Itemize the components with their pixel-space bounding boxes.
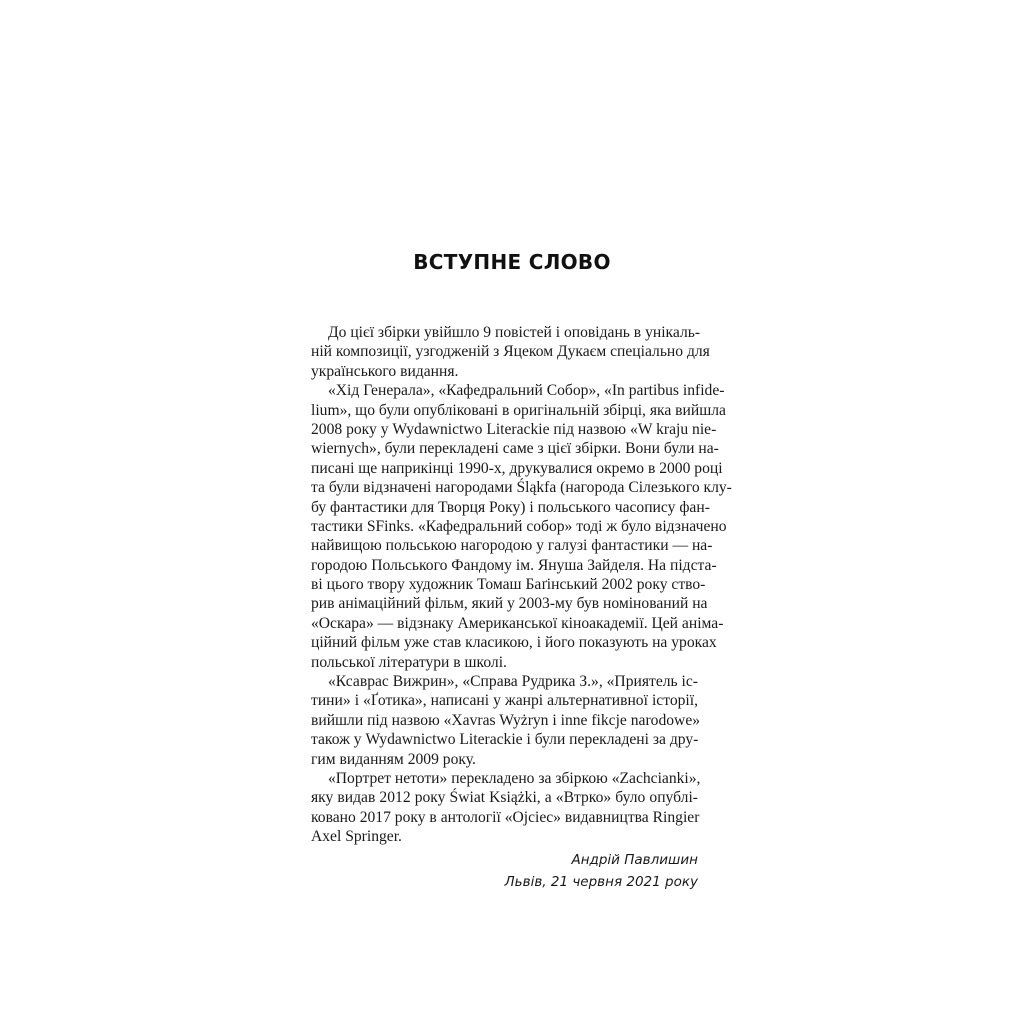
text-line: рив анімаційний фільм, який у 2003-му був номінований на [311,595,708,613]
text-line: городою Польського Фандому ім. Януша Зайделя. На підста- [311,556,717,574]
text-line: «Ксаврас Вижрин», «Справа Рудрика З.», «Приятель іс- [328,673,698,691]
text-line: писані ще наприкінці 1990-х, друкувалися окремо в 2000 році [311,459,723,477]
text-line: тини» і «Ґотика», написані у жанрі альтернативної історії, [311,692,698,710]
text-line: польської літератури в школі. [311,653,507,671]
text-line: ній композиції, узгодженій з Яцеком Дукаєм спеціально для [311,343,710,361]
text-line: «Хід Генерала», «Кафедральний Собор», «In partibus infide- [328,382,725,400]
text-line: До цієї збірки увійшло 9 повістей і оповідань в унікаль- [328,324,701,341]
signature-place-date: Львів, 21 червня 2021 року [504,874,698,890]
text-line: тастики SFinks. «Кафедральний собор» тоді ж було відзначено [311,517,727,535]
text-line: «Оскара» — відзнаку Американської кіноакадемії. Цей аніма- [311,614,724,632]
page-title: ВСТУПНЕ СЛОВО [413,250,611,274]
text-line: та були відзначені нагородами Śląkfa (нагорода Сілезького клу- [311,479,732,497]
text-line: найвищою польською нагородою у галузі фантастики — на- [311,537,713,555]
text-line: бу фантастики для Творця Року) і польського часопису фан- [311,498,710,516]
text-line: українського видання. [311,362,459,380]
text-line: також у Wydawnictwo Literackie і були перекладені за дру- [311,731,699,749]
body-text [311,323,732,847]
signature-author: Андрій Павлишин [571,852,698,868]
text-line: вийшли під назвою «Xavras Wyżryn i inne fikcje narodowe» [311,711,701,729]
text-line: ві цього твору художник Томаш Баґінський 2002 року ство- [311,576,706,594]
text-line: Axel Springer. [311,828,402,846]
text-line: wiernych», були перекладені саме з цієї збірки. Вони були на- [311,440,719,458]
text-line: ковано 2017 року в антології «Ojciec» видавництва Ringier [311,808,700,826]
text-line: ційний фільм уже став класикою, і його показують на уроках [311,634,717,652]
text-line: яку видав 2012 року Świat Książki, а «Втрко» було опублі- [311,789,698,807]
text-line: гим виданням 2009 року. [311,750,476,768]
text-line: lium», що були опубліковані в оригінальній збірці, яка вийшла [311,401,726,419]
text-line: 2008 року у Wydawnictwo Literackie під назвою «W kraju nie- [311,420,717,438]
text-line: «Портрет нетоти» перекладено за збіркою «Zachcianki», [328,769,701,787]
